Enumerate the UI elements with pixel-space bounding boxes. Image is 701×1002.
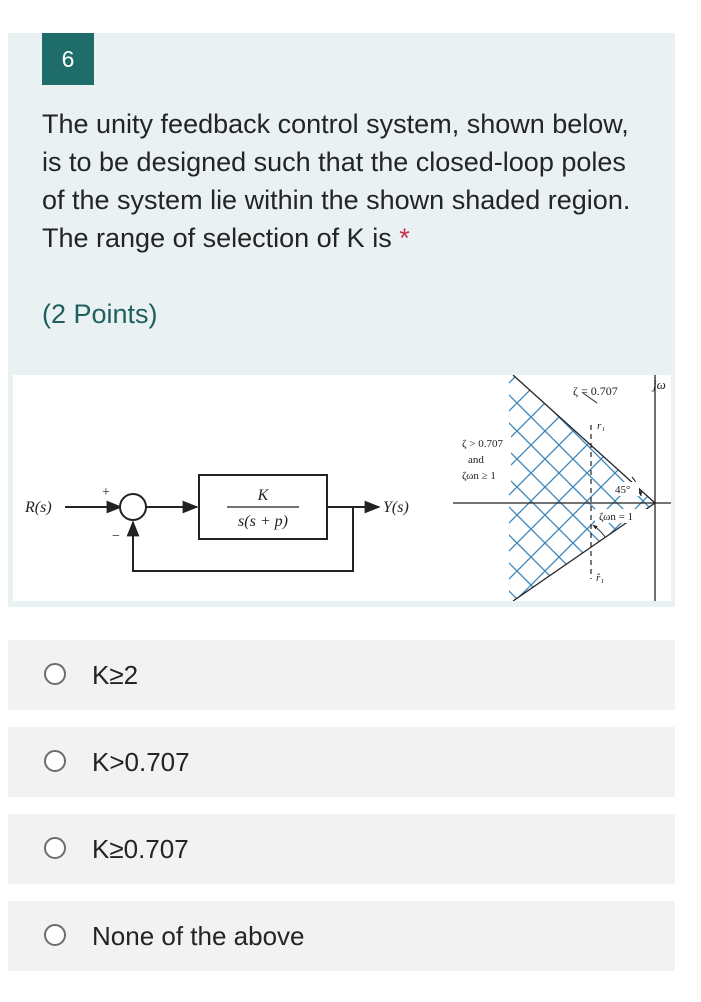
option-2[interactable] bbox=[8, 727, 675, 797]
minus-sign: − bbox=[112, 529, 120, 544]
zeta-wn-label: ζωn = 1 bbox=[599, 511, 634, 523]
jw-label: jω bbox=[653, 377, 666, 392]
question-number: 6 bbox=[61, 45, 75, 72]
option-label: K>0.707 bbox=[92, 746, 190, 777]
radio-button[interactable] bbox=[44, 924, 66, 946]
option-label: None of the above bbox=[92, 920, 305, 951]
option-label: K≥0.707 bbox=[92, 833, 189, 864]
region-label-1: ζ > 0.707 bbox=[462, 438, 504, 450]
option-4[interactable] bbox=[8, 901, 675, 971]
option-label: K≥2 bbox=[92, 659, 139, 690]
question-text-body: The unity feedback control system, shown below, is to be designed such that the closed-loop poles of the system lie within the shown shaded region. The range of selection of K is bbox=[42, 109, 631, 253]
option-1[interactable] bbox=[8, 640, 675, 710]
region-label-3: ζωn ≥ 1 bbox=[462, 470, 496, 482]
question-text bbox=[42, 105, 642, 257]
control-system-figure bbox=[13, 375, 671, 601]
tf-denominator: s(s + p) bbox=[238, 513, 288, 530]
zeta-line-label: ζ = 0.707 bbox=[573, 384, 618, 398]
conj-pole-label: r̂₁ bbox=[596, 572, 605, 584]
radio-button[interactable] bbox=[44, 837, 66, 859]
tf-numerator: K bbox=[257, 487, 269, 504]
question-figure bbox=[13, 375, 671, 601]
option-3[interactable] bbox=[8, 814, 675, 884]
output-label: Y(s) bbox=[383, 499, 409, 516]
summing-junction bbox=[120, 494, 146, 520]
plus-sign: + bbox=[102, 485, 110, 500]
radio-button[interactable] bbox=[44, 750, 66, 772]
pole-label: r₁ bbox=[597, 420, 606, 432]
required-marker: * bbox=[399, 223, 410, 253]
angle-label: 45° bbox=[615, 484, 631, 496]
question-points: (2 Points) bbox=[42, 299, 158, 329]
question-card bbox=[8, 33, 675, 607]
block-diagram bbox=[24, 475, 409, 571]
s-plane-plot bbox=[453, 375, 671, 601]
region-label-2: and bbox=[468, 454, 484, 466]
radio-button[interactable] bbox=[44, 663, 66, 685]
input-label: R(s) bbox=[25, 499, 52, 516]
question-number-badge bbox=[42, 33, 94, 85]
region-label-box bbox=[457, 433, 511, 489]
shaded-region bbox=[509, 375, 669, 601]
